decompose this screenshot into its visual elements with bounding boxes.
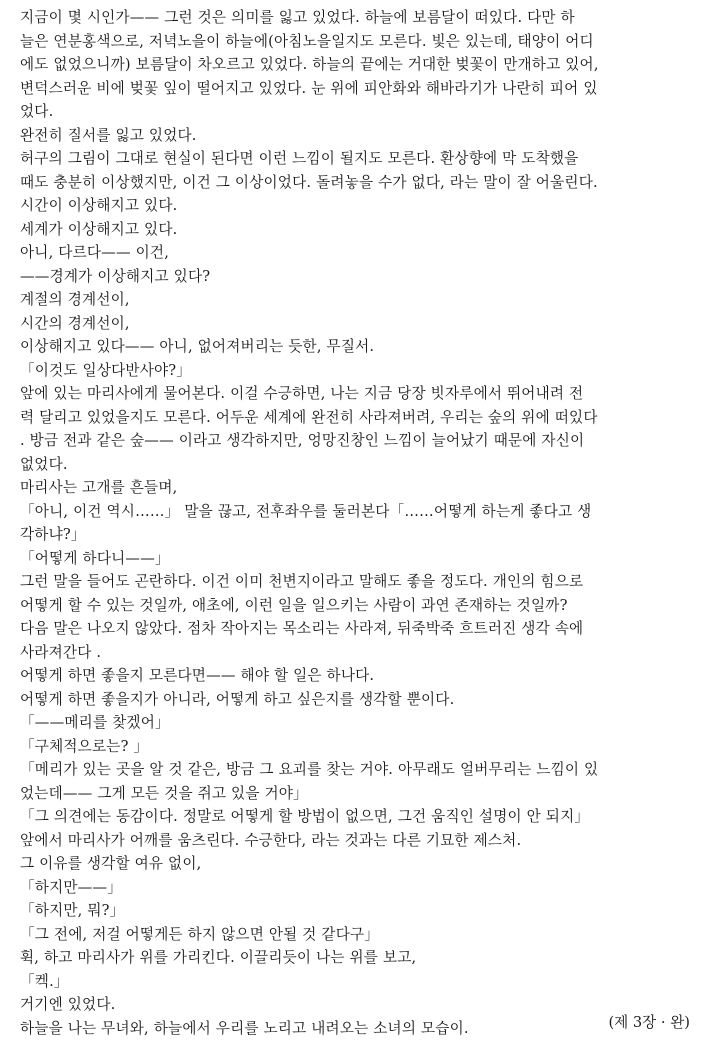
text-line: 거기엔 있었다.	[20, 996, 116, 1013]
text-line: 「켁.」	[20, 972, 69, 990]
text-line: 「하지만——」	[20, 878, 123, 896]
text-line: 「아니, 이건 역시……」 말을 끊고, 전후좌우를 둘러본다「……어떻게 하는게 좋다고 생	[20, 502, 592, 520]
text-line: 계절의 경계선이,	[20, 291, 130, 308]
text-line: 었는데—— 그게 모든 것을 쥐고 있을 거야」	[20, 784, 308, 802]
text-line: 어떻게 하면 좋을지가 아니라, 어떻게 하고 싶은지를 생각할 뿐이다.	[20, 690, 455, 708]
text-line: 늘은 연분홍색으로, 저녁노을이 하늘에(아침노을일지도 모른다. 빛은 있는데, 태양이 어디	[20, 32, 594, 50]
text-line: 었다.	[20, 103, 54, 120]
text-line: 어떻게 할 수 있는 것일까, 애초에, 이런 일을 일으키는 사람이 과연 존재하는 것일까?	[20, 596, 568, 614]
text-line: 변덕스러운 비에 벚꽃 잎이 떨어지고 있었다. 눈 위에 피안화와 해바라기가 나란히 피어 있	[20, 79, 598, 97]
text-line: 없었다.	[20, 455, 68, 473]
text-line: 「——메리를 찾겠어」	[20, 714, 170, 731]
text-line: 「그 의견에는 동감이다. 정말로 어떻게 할 방법이 없으면, 그건 움직인 설명이 안 되지」	[20, 808, 590, 825]
text-line: 시간이 이상해지고 있다.	[20, 197, 178, 214]
text-line: 「그 전에, 저걸 어떻게든 하지 않으면 안될 것 같다구」	[20, 925, 380, 943]
text-line: 「구체적으로는? 」	[20, 737, 149, 755]
text-line: 사라져간다 .	[20, 643, 102, 661]
body-text	[20, 6, 706, 1040]
text-line: 「하지만, 뭐?」	[20, 902, 125, 919]
text-line: 다음 말은 나오지 않았다. 점차 작아지는 목소리는 사라져, 뒤죽박죽 흐트러진 생각 속에	[20, 620, 584, 637]
text-line: 「메리가 있는 곳을 알 것 같은, 방금 그 요괴를 찾는 거야. 아무래도 얼버무리는 느낌이 있	[20, 761, 599, 778]
text-line: 하늘을 나는 무녀와, 하늘에서 우리를 노리고 내려오는 소녀의 모습이.	[20, 1019, 469, 1037]
chapter-end-marker: (제 3장 · 완)	[608, 1014, 690, 1031]
text-line: 앞에 있는 마리사에게 물어본다. 이걸 수긍하면, 나는 지금 당장 빗자루에서 뛰어내려 전	[20, 385, 584, 402]
text-line: 완전히 질서를 잃고 있었다.	[20, 126, 197, 144]
text-line: 력 달리고 있었을지도 모른다. 어두운 세계에 완전히 사라져버려, 우리는 숲의 위에 떠있다	[20, 408, 598, 426]
text-line: ——경계가 이상해지고 있다?	[20, 267, 211, 285]
text-line: 아니, 다르다—— 이건,	[20, 244, 170, 261]
text-line: 지금이 몇 시인가—— 그런 것은 의미를 잃고 있었다. 하늘에 보름달이 떠있다. 다만 하	[20, 9, 575, 26]
text-line: 세계가 이상해지고 있다.	[20, 220, 178, 238]
text-line: 「이것도 일상다반사야?」	[20, 361, 192, 379]
text-line: 그런 말을 들어도 곤란하다. 이건 이미 천변지이라고 말해도 좋을 정도다. 개인의 힘으로	[20, 573, 584, 590]
text-line: 때도 충분히 이상했지만, 이건 그 이상이었다. 돌려놓을 수가 없다, 라는 말이 잘 어울린다.	[20, 173, 598, 191]
text-line: 마리사는 고개를 흔들며,	[20, 479, 178, 496]
text-line: 이상해지고 있다—— 아니, 없어져버리는 듯한, 무질서.	[20, 338, 375, 355]
text-line: 시간의 경계선이,	[20, 314, 130, 332]
text-line: 앞에서 마리사가 어깨를 움츠린다. 수긍한다, 라는 것과는 다른 기묘한 제스처.	[20, 831, 522, 849]
text-line: 허구의 그림이 그대로 현실이 된다면 이런 느낌이 될지도 모른다. 환상향에 막 도착했을	[20, 150, 579, 167]
text-line: 그 이유를 생각할 여유 없이,	[20, 855, 202, 872]
text-line: 어떻게 하면 좋을지 모른다면—— 해야 할 일은 하나다.	[20, 667, 375, 684]
text-line: 「어떻게 하다니——」	[20, 549, 170, 567]
text-line: 에도 없었으니까) 보름달이 차오르고 있었다. 하늘의 끝에는 거대한 벚꽃이 만개하고 있어,	[20, 56, 599, 73]
text-line: 각하냐?」	[20, 526, 86, 543]
text-line: 휙, 하고 마리사가 위를 가리킨다. 이끌리듯이 나는 위를 보고,	[20, 949, 417, 966]
text-line: . 방금 전과 같은 숲—— 이라고 생각하지만, 엉망진창인 느낌이 늘어났기 때문에 자신이	[20, 432, 585, 449]
